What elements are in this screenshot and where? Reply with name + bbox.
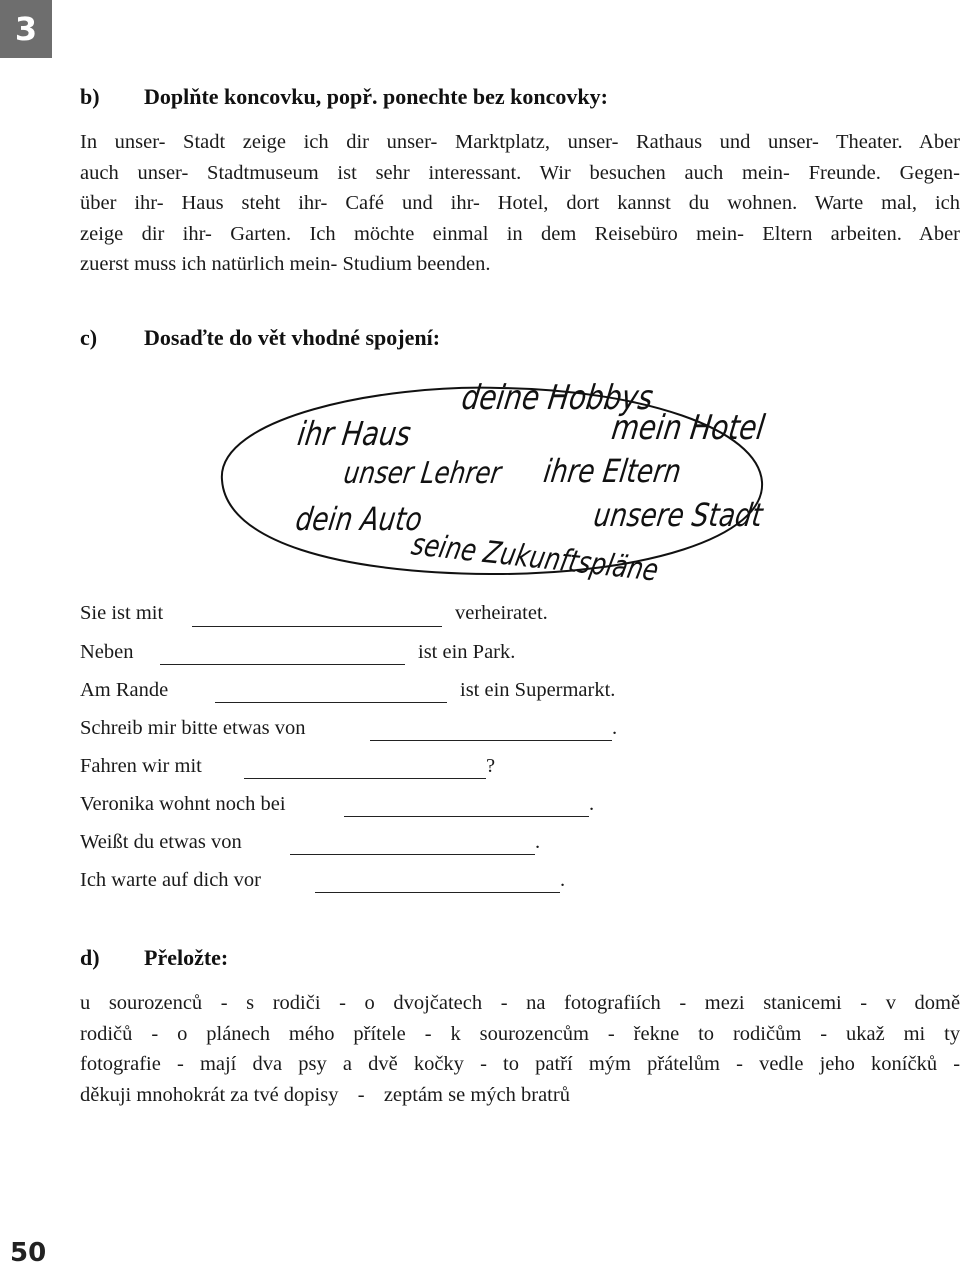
sentence-6-end: . — [589, 793, 595, 815]
section-b-text — [80, 127, 960, 280]
sentence-8-start: Ich warte auf dich vor — [80, 869, 261, 891]
phrase: v domě — [885, 992, 960, 1014]
phrase: o plánech mého přítele — [177, 1022, 406, 1045]
separator: - — [357, 1083, 365, 1106]
section-d-heading — [80, 945, 228, 971]
phrase: mají dva psy a dvě kočky — [199, 1053, 464, 1076]
separator: - — [736, 1053, 743, 1076]
section-b-line: zuerst muss ich natürlich mein- Studium beenden. — [80, 253, 491, 276]
separator: - — [339, 992, 346, 1014]
section-d-line — [80, 1080, 960, 1111]
phrase: řekne to rodičům — [633, 1022, 802, 1045]
phrase-ihre-eltern: ihre Eltern — [541, 452, 684, 490]
section-d-line — [80, 988, 960, 1019]
phrase: fotografie — [80, 1053, 161, 1076]
separator: - — [953, 1053, 960, 1076]
sentence-8-blank[interactable] — [315, 892, 560, 893]
separator: - — [220, 992, 228, 1014]
section-b-heading — [80, 84, 608, 110]
separator: - — [820, 1022, 828, 1045]
phrase: s rodiči — [246, 992, 321, 1014]
sentence-5-end: ? — [486, 755, 496, 777]
section-d-letter: d) — [80, 945, 100, 970]
phrase: mezi stanicemi - — [704, 992, 868, 1014]
sentence-3-start: Am Rande — [80, 679, 169, 701]
sentence-1-end: verheiratet. — [455, 602, 548, 624]
phrase-deine-hobbys: deine Hobbys — [459, 378, 656, 418]
separator: - — [500, 992, 508, 1014]
section-d-title: Přeložte: — [144, 945, 229, 970]
sentence-1-start: Sie ist mit — [80, 602, 164, 624]
phrase: o dvojčatech — [364, 992, 483, 1014]
phrase-mein-hotel: mein Hotel — [609, 408, 768, 448]
phrase: u sourozenců — [80, 992, 203, 1014]
sentence-3-end: ist ein Supermarkt. — [460, 679, 616, 701]
section-b-line: auch unser- Stadtmuseum ist sehr interessant. Wir besuchen auch mein- Freunde. Gegen- — [80, 161, 960, 184]
sentence-7-blank[interactable] — [290, 854, 535, 855]
sentence-1-blank[interactable] — [192, 626, 442, 627]
separator: - — [480, 1053, 487, 1076]
phrase: ukaž mi ty — [845, 1022, 960, 1045]
phrase: vedle jeho koníčků — [759, 1053, 938, 1076]
sentence-2-end: ist ein Park. — [418, 641, 516, 663]
sentence-4-end: . — [612, 717, 618, 739]
phrase-unsere-stadt: unsere Stadt — [591, 496, 765, 534]
section-c-heading — [80, 325, 440, 351]
sentence-3-blank[interactable] — [215, 702, 447, 703]
phrase: rodičů — [80, 1022, 133, 1045]
separator: - — [151, 1022, 159, 1045]
sentence-4-blank[interactable] — [370, 740, 612, 741]
phrase: k sourozencům — [450, 1022, 589, 1045]
section-b-title: Doplňte koncovku, popř. ponechte bez koncovky: — [144, 84, 608, 109]
separator: - — [176, 1053, 184, 1076]
phrase: to patří mým přátelům — [503, 1053, 720, 1076]
phrase: zeptám se mých bratrů — [383, 1083, 570, 1106]
sentence-6-blank[interactable] — [344, 816, 589, 817]
section-c-letter: c) — [80, 325, 98, 350]
phrase-ihr-haus: ihr Haus — [295, 414, 414, 453]
sentence-8-end: . — [560, 869, 566, 891]
sentence-2-start: Neben — [80, 641, 134, 663]
section-c-title: Dosaďte do vět vhodné spojení: — [144, 325, 441, 350]
page-number: 50 — [10, 1238, 47, 1268]
section-b-line: In unser- Stadt zeige ich dir unser- Marktplatz, unser- Rathaus und unser- Theater. Aber — [80, 131, 960, 153]
phrase-unser-lehrer: unser Lehrer — [341, 456, 504, 491]
sentence-4-start: Schreib mir bitte etwas von — [80, 717, 306, 739]
phrase-dein-auto: dein Auto — [293, 500, 425, 538]
separator: - — [607, 1022, 615, 1045]
section-b-letter: b) — [80, 84, 100, 109]
sentence-7-start: Weißt du etwas von — [80, 831, 242, 853]
separator: - — [679, 992, 687, 1014]
section-b-line: über ihr- Haus steht ihr- Café und ihr- Hotel, dort kannst du wohnen. Warte mal, ich — [80, 192, 960, 215]
section-b-line: zeige dir ihr- Garten. Ich möchte einmal in dem Reisebüro mein- Eltern arbeiten. Aber — [80, 222, 960, 245]
sentence-2-blank[interactable] — [160, 664, 405, 665]
phrase: děkuji mnohokrát za tvé dopisy — [80, 1083, 339, 1106]
phrase: na fotografiích — [526, 992, 661, 1014]
section-d-line — [80, 1049, 960, 1080]
sentence-7-end: . — [535, 831, 541, 853]
sentence-6-start: Veronika wohnt noch bei — [80, 793, 286, 815]
phrase-seine-zukunftsplaene: seine Zukunftspläne — [408, 527, 662, 589]
sentence-5-start: Fahren wir mit — [80, 755, 202, 777]
section-d-line — [80, 1019, 960, 1050]
section-d-text — [80, 988, 960, 1110]
chapter-badge: 3 — [0, 0, 52, 58]
sentence-5-blank[interactable] — [244, 778, 486, 779]
separator: - — [424, 1022, 432, 1045]
